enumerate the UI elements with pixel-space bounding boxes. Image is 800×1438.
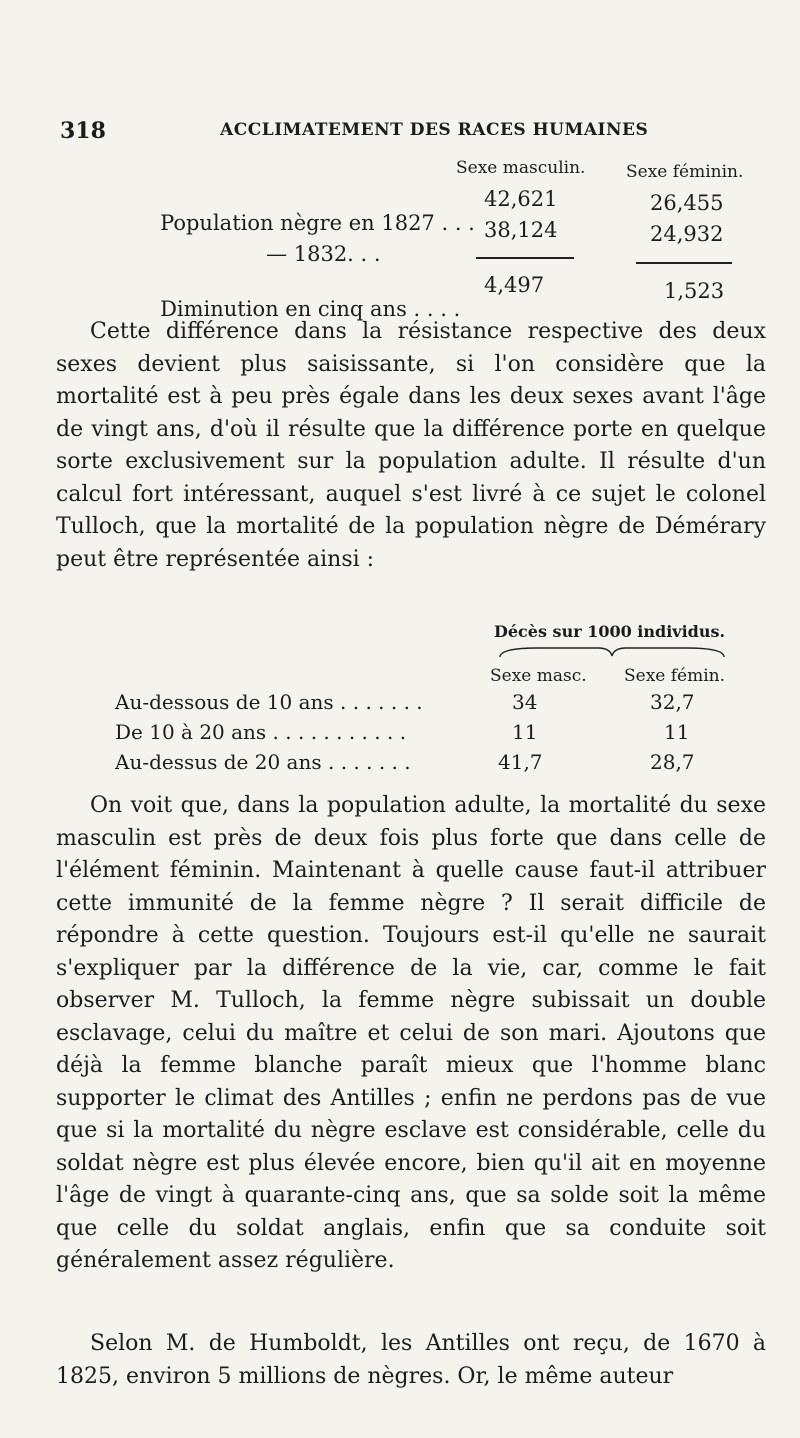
cell-male: 11 [512,720,538,744]
col-header-male: Sexe masc. [490,666,587,686]
cell-male: 42,621 [484,187,558,211]
paragraph-text: On voit que, dans la population adulte, la mortalité du sexe masculin est près de deux fois plus forte que dans celle de l'élément féminin. Maintenant à quelle cause faut-il attribuer cette immunité de la femme nègre ? Il serait difficile de répondre à cette question. Toujours est-il qu'elle ne saurait s'expliquer par la différence de la vie, car, comme le fait observer M. Tulloch, la femme nègre subissait un double esclavage, celui du maître et celui de son mari. Ajoutons que déjà la femme blanche paraît mieux que l'homme blanc supporter le climat des Antilles ; enfin ne perdons pas de vue que si la mortalité du nègre esclave est considérable, celle du soldat nègre est plus élevée encore, bien qu'il ait en moyenne l'âge de vingt à quarante-cinq ans, que sa solde soit la même que celle du soldat anglais, enfin que sa conduite soit généralement assez régulière. [56,793,766,1273]
col-header-female: Sexe féminin. [626,162,744,182]
paragraph-text: Cette différence dans la résistance respective des deux sexes devient plus saisissante, si l'on considère que la mortalité est à peu près égale dans les deux sexes avant l'âge de vingt ans, d'où il résulte que la différence porte en quelque sorte exclusivement sur la population adulte. Il résulte d'un calcul fort intéressant, auquel s'est livré à ce sujet le colonel Tulloch, que la mortalité de la population nègre de Démérary peut être représentée ainsi : [56,319,766,572]
running-title: ACCLIMATEMENT DES RACES HUMAINES [220,120,649,140]
cell-male: 4,497 [484,273,545,297]
brace-icon [498,646,726,658]
page-header [60,118,760,148]
cell-female: 26,455 [650,191,724,215]
cell-female: 1,523 [664,279,725,303]
row-label: Population nègre en 1827 . . . [160,211,475,235]
paragraph-text: Selon M. de Humboldt, les Antilles ont reçu, de 1670 à 1825, environ 5 millions de nègres. Or, le même auteur [56,1331,766,1389]
cell-female: 32,7 [650,690,695,714]
row-label: Au-dessus de 20 ans . . . . . . . [115,750,411,774]
row-label: — 1832. . . [266,242,381,266]
page-number: 318 [60,118,106,144]
col-header-female: Sexe fémin. [624,666,726,686]
paragraph [56,316,766,576]
row-label: De 10 à 20 ans . . . . . . . . . . . [115,720,407,744]
row-label: Au-dessous de 10 ans . . . . . . . [115,690,423,714]
paragraph [56,1328,766,1393]
col-header-male: Sexe masculin. [456,158,586,178]
sum-rule [476,257,574,259]
cell-male: 34 [512,690,538,714]
sum-rule [636,262,732,264]
cell-female: 11 [664,720,690,744]
cell-male: 41,7 [498,750,543,774]
table-caption: Décès sur 1000 individus. [494,622,726,641]
cell-male: 38,124 [484,218,558,242]
cell-female: 28,7 [650,750,695,774]
row-label: Diminution en cinq ans . . . . [160,297,461,321]
cell-female: 24,932 [650,222,724,246]
paragraph [56,790,766,1278]
